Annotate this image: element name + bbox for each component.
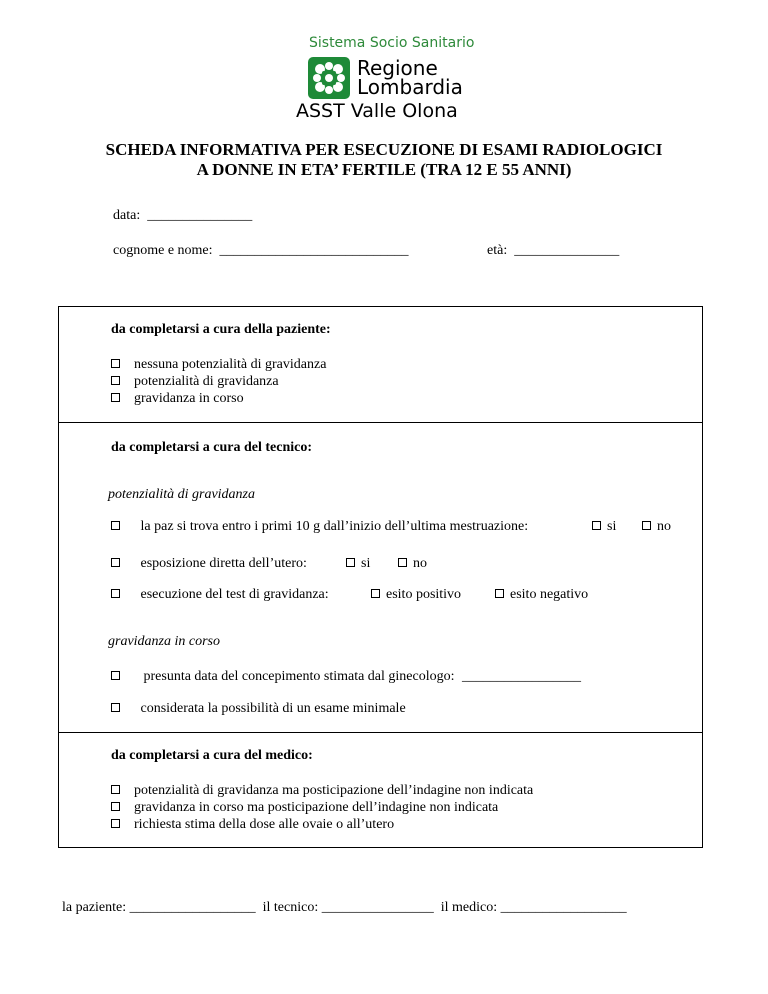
org-bottom-text: ASST Valle Olona bbox=[296, 100, 458, 122]
tecnico-signature-blank[interactable]: ________________ bbox=[321, 900, 434, 915]
concepimento-blank[interactable]: _________________ bbox=[462, 669, 582, 684]
data-blank[interactable]: _______________ bbox=[147, 208, 253, 223]
cognome-label: cognome e nome: bbox=[113, 243, 213, 258]
tecnico-label: il tecnico: bbox=[262, 900, 319, 915]
doctor-option[interactable]: richiesta stima della dose alle ovaie o all’utero bbox=[111, 816, 533, 833]
checkbox-icon[interactable] bbox=[111, 671, 120, 680]
patient-option[interactable]: nessuna potenzialità di gravidanza bbox=[111, 356, 326, 373]
row3-negative-option[interactable]: esito negativo bbox=[495, 587, 588, 603]
eta-label: età: bbox=[487, 243, 508, 258]
checkbox-icon[interactable] bbox=[111, 558, 120, 567]
checkbox-icon[interactable] bbox=[111, 703, 120, 712]
row2-no-option[interactable]: no bbox=[398, 556, 427, 572]
tech-row-esposizione[interactable]: esposizione diretta dell’utero: bbox=[111, 556, 307, 572]
tech-row-test[interactable]: esecuzione del test di gravidanza: bbox=[111, 587, 329, 603]
checkbox-icon[interactable] bbox=[495, 589, 504, 598]
patient-option[interactable]: gravidanza in corso bbox=[111, 390, 326, 407]
row3-positive-option[interactable]: esito positivo bbox=[371, 587, 461, 603]
medico-label: il medico: bbox=[440, 900, 498, 915]
section-tech-heading: da completarsi a cura del tecnico: bbox=[111, 440, 313, 455]
data-label: data: bbox=[113, 208, 141, 223]
tech-row-minimale[interactable]: considerata la possibilità di un esame minimale bbox=[111, 701, 406, 717]
tech-row-concepimento[interactable]: presunta data del concepimento stimata dal ginecologo: _________________ bbox=[111, 669, 581, 685]
title-line-1: SCHEDA INFORMATIVA PER ESECUZIONE DI ESAMI RADIOLOGICI bbox=[105, 140, 663, 159]
checkbox-icon[interactable] bbox=[111, 802, 120, 811]
org-top-text: Sistema Socio Sanitario bbox=[309, 35, 475, 51]
row1-no-option[interactable]: no bbox=[642, 519, 671, 535]
checkbox-icon[interactable] bbox=[111, 785, 120, 794]
eta-field[interactable] bbox=[487, 243, 619, 259]
checkbox-icon[interactable] bbox=[111, 819, 120, 828]
regione-lombardia-logo bbox=[308, 57, 350, 99]
paziente-signature-blank[interactable]: __________________ bbox=[129, 900, 256, 915]
paziente-label: la paziente: bbox=[62, 900, 127, 915]
rosa-camuna-icon bbox=[308, 57, 350, 99]
patient-options-list bbox=[111, 356, 326, 407]
row2-si-option[interactable]: si bbox=[346, 556, 370, 572]
patient-option[interactable]: potenzialità di gravidanza bbox=[111, 373, 326, 390]
section-doctor-heading: da completarsi a cura del medico: bbox=[111, 748, 313, 763]
medico-signature-blank[interactable]: __________________ bbox=[500, 900, 627, 915]
section-tech bbox=[58, 422, 703, 733]
checkbox-icon[interactable] bbox=[398, 558, 407, 567]
tech-row-mestruazione[interactable]: la paz si trova entro i primi 10 g dall’inizio dell’ultima mestruazione: bbox=[111, 519, 528, 535]
checkbox-icon[interactable] bbox=[642, 521, 651, 530]
checkbox-icon[interactable] bbox=[111, 521, 120, 530]
checkbox-icon[interactable] bbox=[346, 558, 355, 567]
checkbox-icon[interactable] bbox=[111, 589, 120, 598]
checkbox-icon[interactable] bbox=[111, 359, 120, 368]
tech-subheading-gravidanza: gravidanza in corso bbox=[108, 634, 220, 649]
cognome-field[interactable] bbox=[113, 243, 409, 259]
logo-line-1: Regione bbox=[357, 56, 438, 80]
eta-blank[interactable]: _______________ bbox=[514, 243, 620, 258]
tech-subheading-potenzialita: potenzialità di gravidanza bbox=[108, 487, 255, 502]
doctor-options-list bbox=[111, 782, 533, 833]
section-patient-heading: da completarsi a cura della paziente: bbox=[111, 322, 331, 337]
row1-si-option[interactable]: si bbox=[592, 519, 616, 535]
checkbox-icon[interactable] bbox=[592, 521, 601, 530]
checkbox-icon[interactable] bbox=[111, 393, 120, 402]
checkbox-icon[interactable] bbox=[111, 376, 120, 385]
doctor-option[interactable]: potenzialità di gravidanza ma posticipazione dell’indagine non indicata bbox=[111, 782, 533, 799]
checkbox-icon[interactable] bbox=[371, 589, 380, 598]
signatures-row bbox=[62, 900, 627, 916]
cognome-blank[interactable]: ___________________________ bbox=[219, 243, 409, 258]
logo-line-2: Lombardia bbox=[357, 75, 463, 99]
data-field[interactable] bbox=[113, 208, 252, 224]
title-line-2: A DONNE IN ETA’ FERTILE (TRA 12 E 55 ANNI) bbox=[196, 160, 572, 179]
doctor-option[interactable]: gravidanza in corso ma posticipazione dell’indagine non indicata bbox=[111, 799, 533, 816]
